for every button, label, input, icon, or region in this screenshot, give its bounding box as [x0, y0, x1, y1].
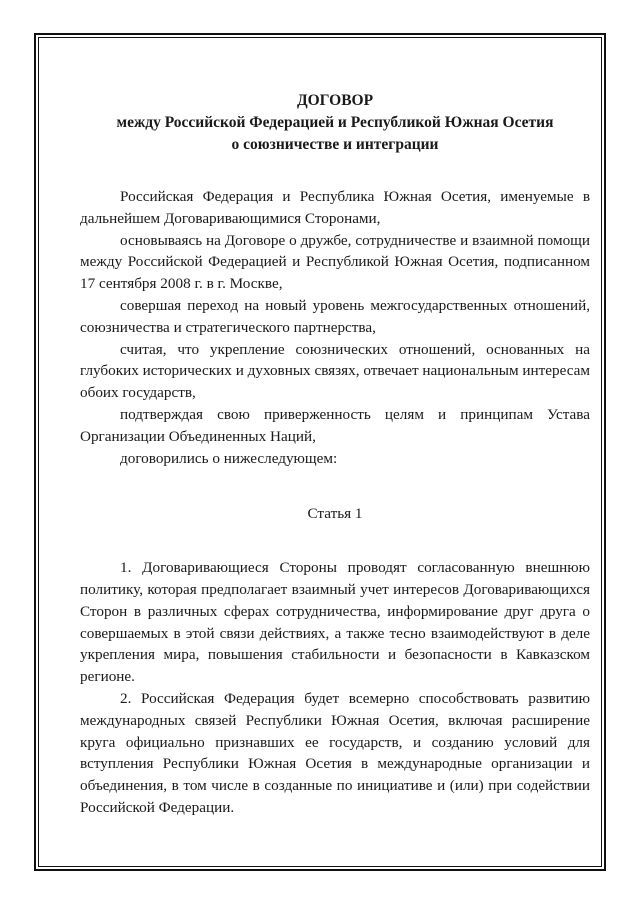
title-line-3: о союзничестве и интеграции — [231, 136, 439, 153]
preamble-paragraph: договорились о нижеследующем: — [120, 449, 338, 467]
document-content — [80, 90, 590, 819]
preamble-paragraph: считая, что укрепление союзнических отношений, основанных на глубоких исторических и духовных связях, отвечает национальным интересам обоих государств, — [80, 340, 590, 402]
preamble-paragraph: основываясь на Договоре о дружбе, сотрудничестве и взаимной помощи между Российской Федерацией и Республикой Южная Осетия, подписанном 17 сентября 2008 г. в г. Москве, — [80, 231, 590, 293]
preamble-paragraph: совершая переход на новый уровень межгосударственных отношений, союзничества и стратегического партнерства, — [80, 296, 590, 336]
article-1-paragraph: 2. Российская Федерация будет всемерно способствовать развитию международных связей Республики Южная Осетия, включая расширение круга официально признавших ее государств, и созданию условий для вступления Республики Южная Осетия в международные организации и объединения, в том числе в созданные по инициативе и (или) при содействии Российской Федерации. — [80, 689, 590, 816]
title-line-2: между Российской Федерацией и Республикой Южная Осетия — [116, 114, 554, 131]
preamble-paragraph: Российская Федерация и Республика Южная Осетия, именуемые в дальнейшем Договаривающимися Сторонами, — [80, 188, 590, 227]
document-title — [80, 90, 590, 156]
document-body — [80, 186, 590, 819]
article-1-paragraph: 1. Договаривающиеся Стороны проводят согласованную внешнюю политику, которая предполагает взаимный учет интересов Договаривающихся Сторон в различных сферах сотрудничества, информирование друг друга о совершаемых в этой связи действиях, а также тесно взаимодействуют в деле укрепления мира, повышения стабильности и безопасности в Кавказском регионе. — [80, 559, 590, 686]
article-1-title: Статья 1 — [307, 505, 363, 523]
title-line-1: ДОГОВОР — [296, 92, 374, 109]
preamble-paragraph: подтверждая свою приверженность целям и принципам Устава Организации Объединенных Наций, — [80, 405, 590, 445]
